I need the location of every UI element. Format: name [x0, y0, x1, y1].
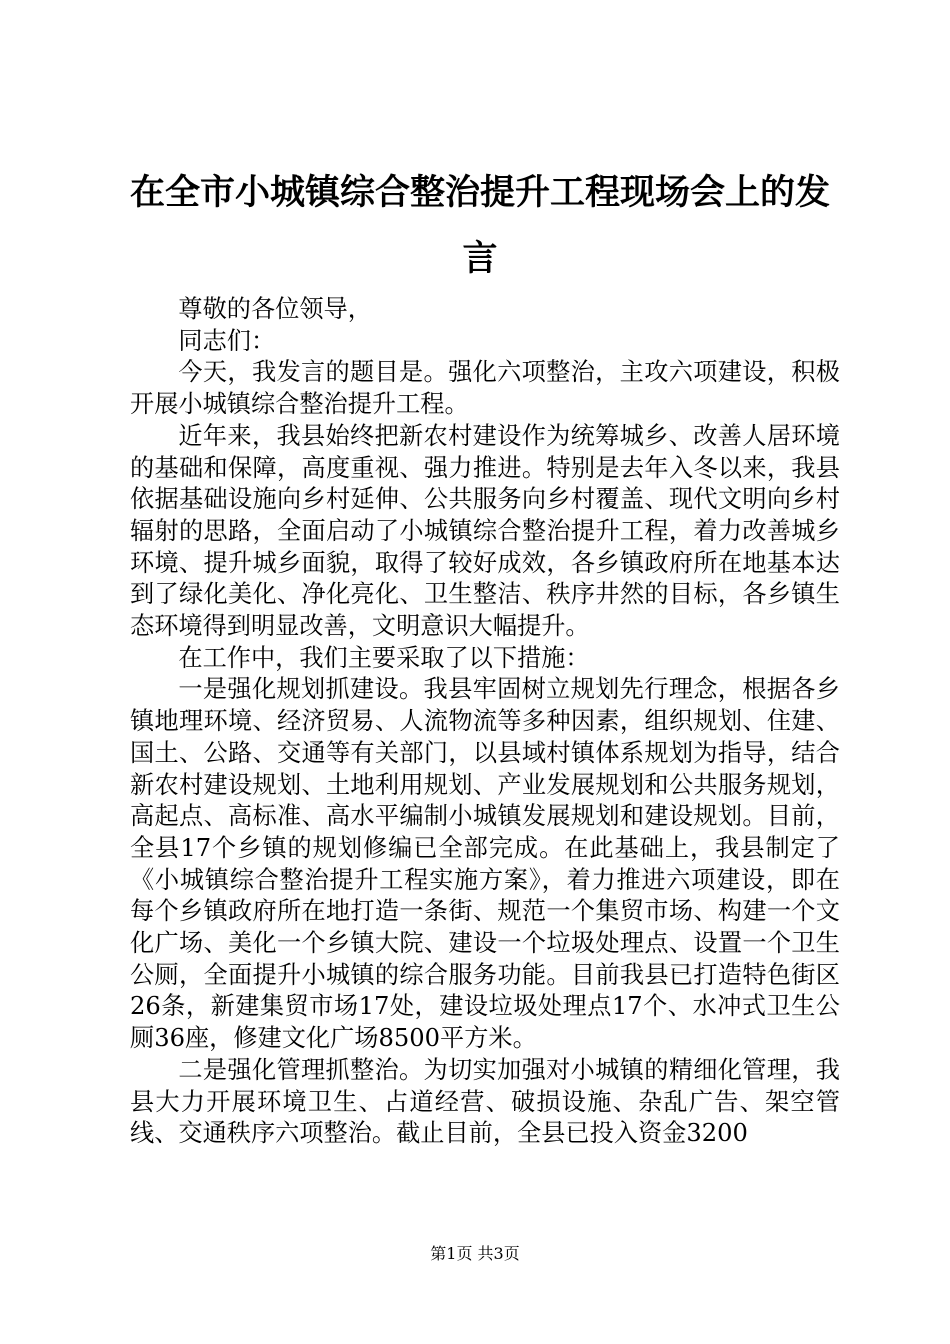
paragraph-measure-2: 二是强化管理抓整治。为切实加强对小城镇的精细化管理，我县大力开展环境卫生、占道经营、破损设施、杂乱广告、架空管线、交通秩序六项整治。截止目前，全县已投入资金3200	[130, 1055, 840, 1148]
paragraph-salutation-2: 同志们：	[178, 326, 276, 355]
paragraph-salutation: 尊敬的各位领导，	[178, 295, 372, 323]
paragraph-measures-intro: 在工作中，我们主要采取了以下措施：	[178, 643, 590, 672]
document-body	[130, 294, 840, 1150]
paragraph-background: 近年来，我县始终把新农村建设作为统筹城乡、改善人居环境的基础和保障，高度重视、强力推进。特别是去年入冬以来，我县依据基础设施向乡村延伸、公共服务向乡村覆盖、现代文明向乡村辐射的思路，全面启动了小城镇综合整治提升工程，着力改善城乡环境、提升城乡面貌，取得了较好成效，各乡镇政府所在地基本达到了绿化美化、净化亮化、卫生整洁、秩序井然的目标，各乡镇生态环境得到明显改善，文明意识大幅提升。	[130, 421, 840, 641]
paragraph-measure-1: 一是强化规划抓建设。我县牢固树立规划先行理念，根据各乡镇地理环境、经济贸易、人流物流等多种因素，组织规划、住建、国土、公路、交通等有关部门，以县域村镇体系规划为指导，结合新农村建设规划、土地利用规划、产业发展规划和公共服务规划，高起点、高标准、高水平编制小城镇发展规划和建设规划。目前，全县17个乡镇的规划修编已全部完成。在此基础上，我县制定了《小城镇综合整治提升工程实施方案》，着力推进六项建设，即在每个乡镇政府所在地打造一条街、规范一个集贸市场、构建一个文化广场、美化一个乡镇大院、建设一个垃圾处理点、设置一个卫生公厕，全面提升小城镇的综合服务功能。目前我县已打造特色街区26条，新建集贸市场17处，建设垃圾处理点17个、水冲式卫生公厕36座，修建文化广场8500平方米。	[130, 675, 840, 1053]
page-footer: 第1页 共3页	[430, 1244, 520, 1263]
paragraph-topic: 今天，我发言的题目是。强化六项整治，主攻六项建设，积极开展小城镇综合整治提升工程。	[130, 358, 840, 419]
document-title: 在全市小城镇综合整治提升工程现场会上的发言	[129, 172, 830, 279]
